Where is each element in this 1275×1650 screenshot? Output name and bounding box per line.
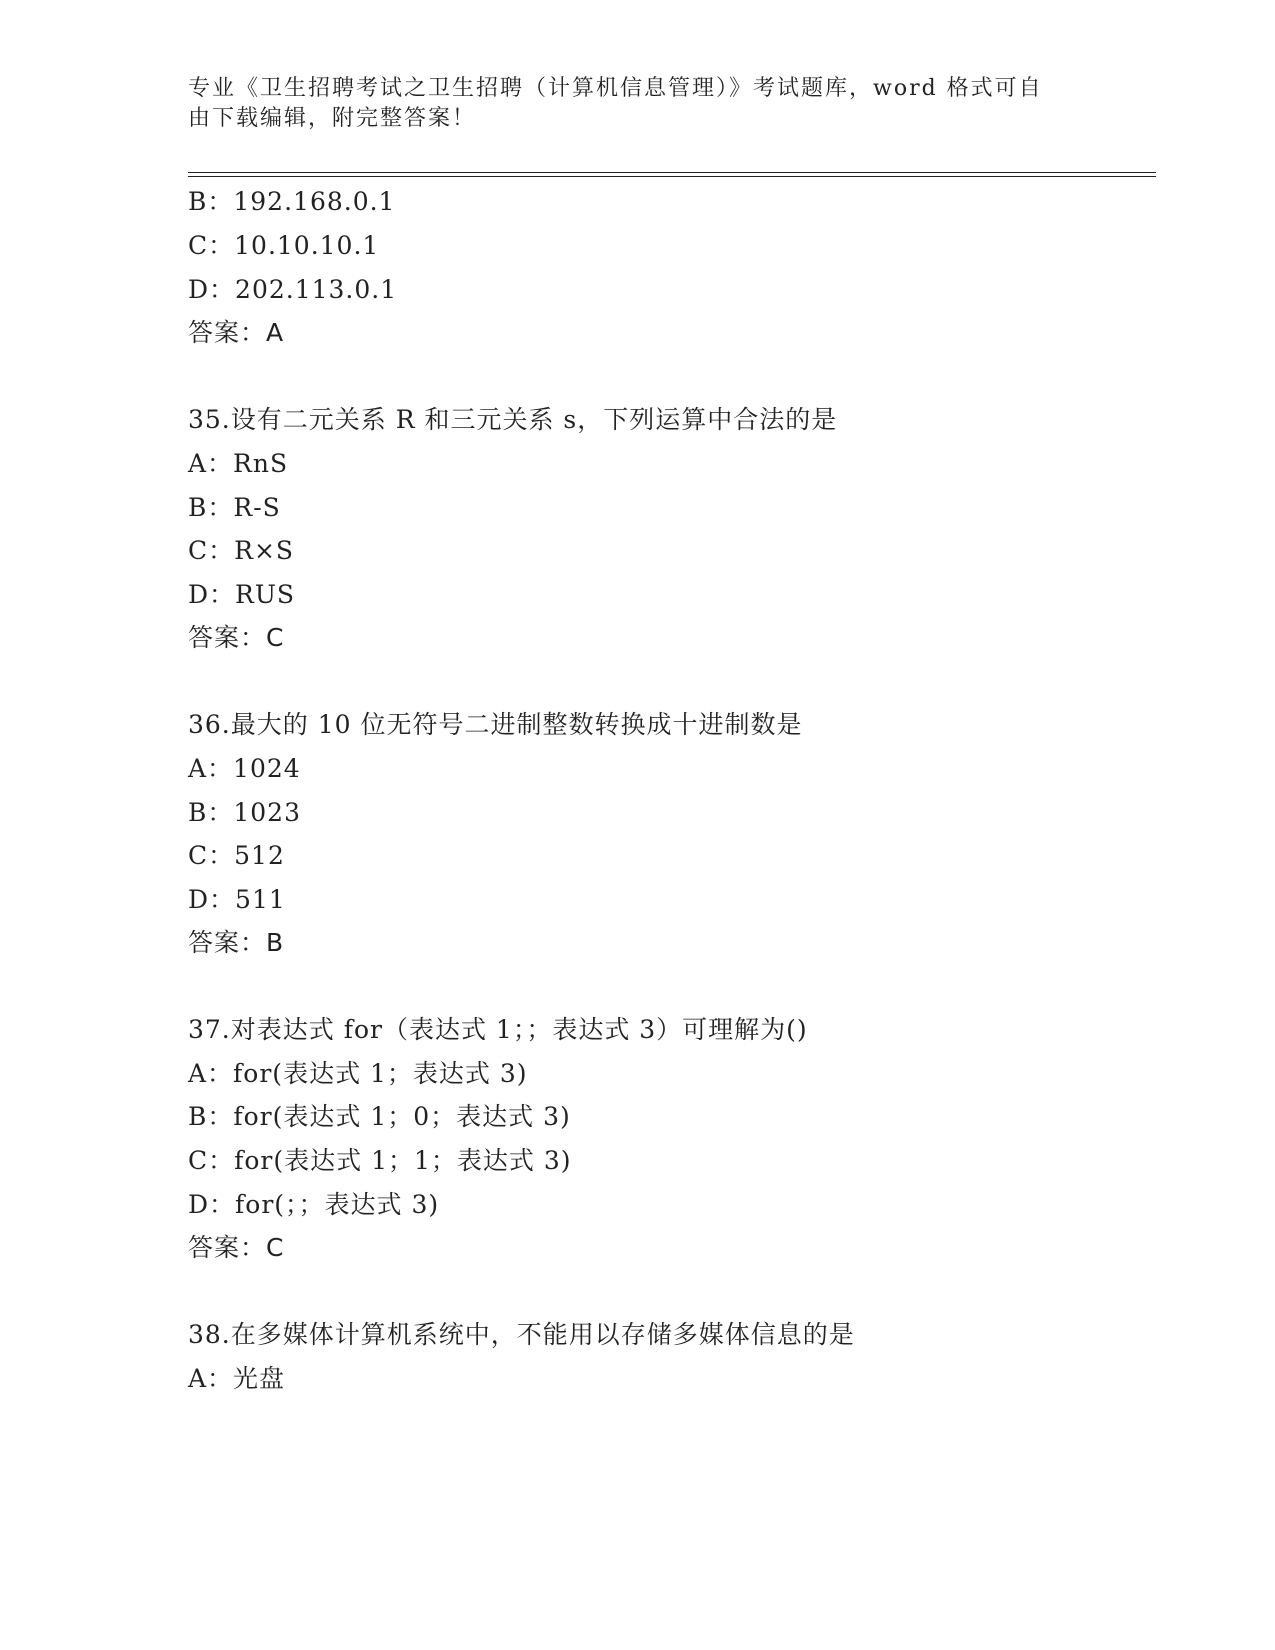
question-35-option-c: C：R×S bbox=[188, 536, 295, 565]
question-36-option-b: B：1023 bbox=[188, 798, 301, 827]
document-header-line-1: 专业《卫生招聘考试之卫生招聘（计算机信息管理）》考试题库，word 格式可自 bbox=[188, 76, 1043, 101]
question-37-option-c: C：for(表达式 1；1；表达式 3) bbox=[188, 1146, 572, 1175]
header-divider-top bbox=[188, 172, 1156, 173]
question-37-option-a: A：for(表达式 1；表达式 3) bbox=[188, 1059, 528, 1088]
question-36-answer: 答案：B bbox=[188, 928, 285, 957]
option-c: C：10.10.10.1 bbox=[188, 231, 380, 260]
question-35-option-b: B：R-S bbox=[188, 493, 281, 522]
document-header-line-2: 由下载编辑，附完整答案！ bbox=[188, 106, 477, 131]
question-35-answer: 答案：C bbox=[188, 623, 285, 652]
question-38-stem: 38.在多媒体计算机系统中，不能用以存储多媒体信息的是 bbox=[188, 1320, 855, 1349]
question-38-option-a: A：光盘 bbox=[188, 1364, 286, 1393]
header-divider-bottom bbox=[188, 176, 1156, 177]
question-37-option-b: B：for(表达式 1；0；表达式 3) bbox=[188, 1102, 571, 1131]
question-36-option-d: D：511 bbox=[188, 885, 286, 914]
option-b: B：192.168.0.1 bbox=[188, 187, 396, 216]
answer-line: 答案：A bbox=[188, 318, 285, 347]
question-37-answer: 答案：C bbox=[188, 1233, 285, 1262]
question-35-option-a: A：RnS bbox=[188, 449, 289, 478]
question-36-stem: 36.最大的 10 位无符号二进制整数转换成十进制数是 bbox=[188, 710, 803, 739]
question-36-option-c: C：512 bbox=[188, 841, 285, 870]
question-37-option-d: D：for(；；表达式 3) bbox=[188, 1190, 440, 1219]
question-36-option-a: A：1024 bbox=[188, 754, 301, 783]
question-35-option-d: D：RUS bbox=[188, 580, 296, 609]
option-d: D：202.113.0.1 bbox=[188, 275, 398, 304]
question-35-stem: 35.设有二元关系 R 和三元关系 s，下列运算中合法的是 bbox=[188, 405, 838, 434]
question-37-stem: 37.对表达式 for（表达式 1；；表达式 3）可理解为() bbox=[188, 1015, 808, 1044]
